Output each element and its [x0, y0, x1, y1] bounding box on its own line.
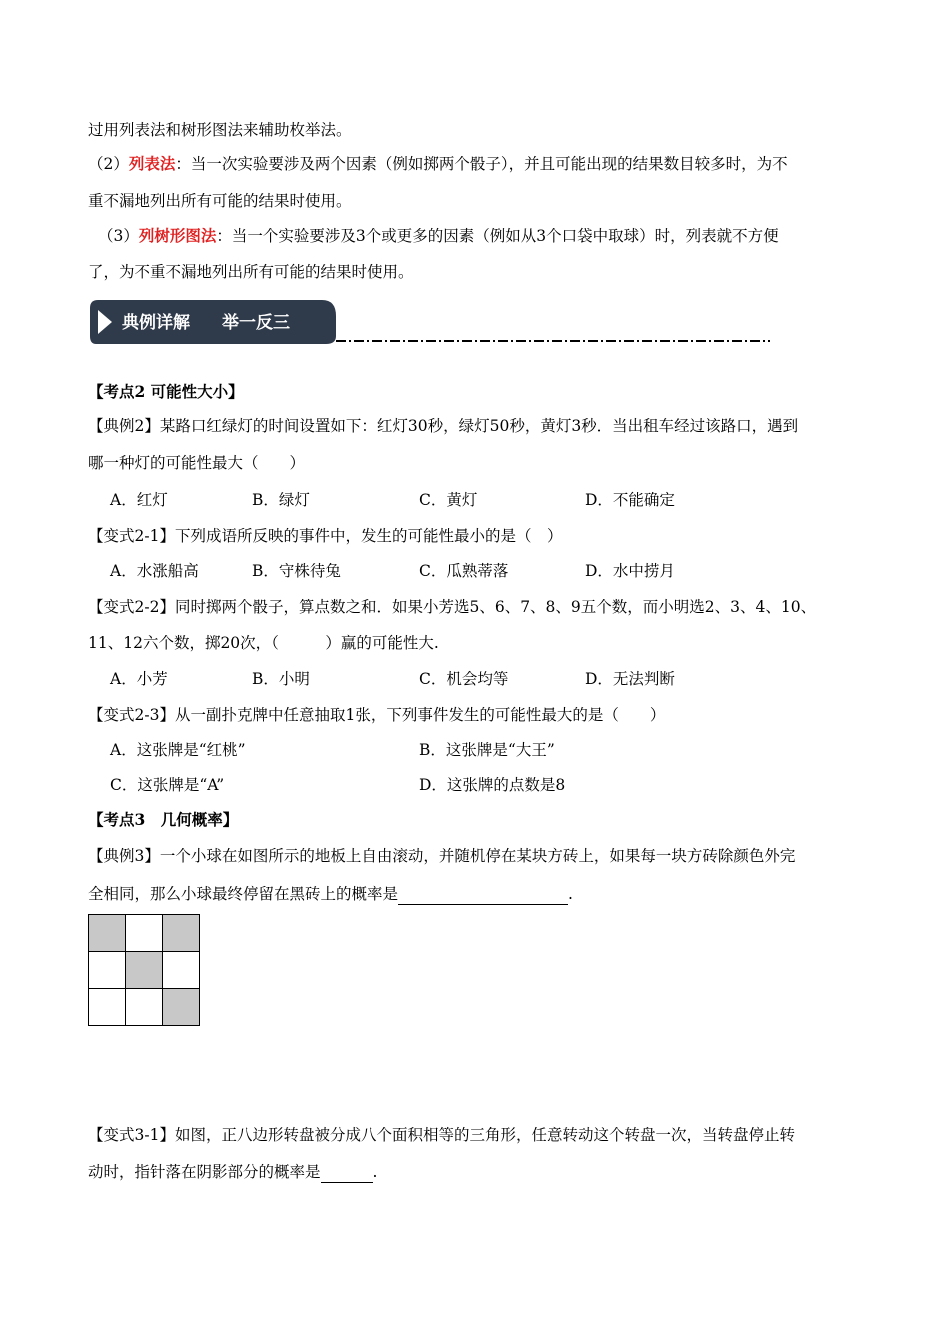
variant3-1-label: 【变式3-1】: [88, 1126, 175, 1144]
example3-label: 【典例3】: [88, 847, 160, 865]
item2-text: ：当一次实验要涉及两个因素（例如掷两个骰子），并且可能出现的结果数目较多时，为不: [175, 155, 788, 173]
variant2-3-option-a[interactable]: A．这张牌是“红桃”: [110, 741, 246, 759]
variant2-3: [88, 705, 665, 725]
intro-item-3: [98, 226, 779, 246]
variant2-3-option-c[interactable]: C．这张牌是“A”: [110, 776, 225, 794]
example2-line2: 哪一种灯的可能性最大（ ）: [88, 454, 306, 472]
item3-term: 列树形图法: [138, 226, 217, 245]
intro-item-3-cont: 了，为不重不漏地列出所有可能的结果时使用。: [88, 263, 414, 281]
variant3-1-line2-text: 动时，指针落在阴影部分的概率是: [88, 1163, 321, 1181]
banner-title: 典例详解: [122, 313, 190, 333]
example3-line1: 一个小球在如图所示的地板上自由滚动，并随机停在某块方砖上，如果每一块方砖除颜色外完: [159, 847, 796, 865]
tile-row: [89, 989, 200, 1026]
intro-line-1: 过用列表法和树形图法来辅助枚举法。: [88, 121, 352, 139]
variant2-1-line1: 下列成语所反映的事件中，发生的可能性最小的是（ ）: [174, 527, 563, 545]
variant2-1-option-d[interactable]: D．水中捞月: [585, 562, 675, 580]
variant2-3-line1: 从一副扑克牌中任意抽取1张，下列事件发生的可能性最大的是（ ）: [174, 706, 666, 724]
variant2-1-option-c[interactable]: C．瓜熟蒂落: [419, 562, 509, 580]
variant2-1-option-b[interactable]: B．守株待兔: [252, 562, 341, 580]
dark-tile: [89, 915, 126, 952]
variant2-1: [88, 526, 562, 546]
white-tile: [89, 952, 126, 989]
example2: [88, 416, 798, 436]
item2-prefix: （2）: [88, 155, 129, 173]
tile-row: [89, 952, 200, 989]
variant2-2-option-a[interactable]: A．小芳: [110, 670, 168, 688]
variant3-1-line2-end: .: [372, 1163, 378, 1181]
example2-line1: 某路口红绿灯的时间设置如下：红灯30秒，绿灯50秒，黄灯3秒．当出租车经过该路口，遇到: [159, 417, 799, 435]
item3-text: ：当一个实验要涉及3个或更多的因素（例如从3个口袋中取球）时，列表就不方便: [216, 227, 779, 245]
variant2-2: [88, 597, 816, 617]
example2-option-d[interactable]: D．不能确定: [585, 491, 675, 509]
white-tile: [163, 952, 200, 989]
example2-option-c[interactable]: C．黄灯: [419, 491, 478, 509]
intro-item-2: [88, 154, 788, 174]
answer-blank[interactable]: [398, 884, 568, 905]
example2-option-b[interactable]: B．绿灯: [252, 491, 310, 509]
tile-row: [89, 915, 200, 952]
variant2-2-option-c[interactable]: C．机会均等: [419, 670, 509, 688]
variant2-1-option-a[interactable]: A．水涨船高: [110, 562, 199, 580]
section-banner: [90, 296, 770, 346]
example3: [88, 846, 795, 866]
item2-term: 列表法: [128, 154, 176, 173]
variant2-3-label: 【变式2-3】: [88, 706, 175, 724]
white-tile: [126, 915, 163, 952]
variant2-2-option-d[interactable]: D．无法判断: [585, 670, 675, 688]
white-tile: [89, 989, 126, 1026]
dark-tile: [163, 915, 200, 952]
dark-tile: [163, 989, 200, 1026]
section2-heading: 【考点2 可能性大小】: [88, 382, 244, 401]
variant2-2-line2: 11、12六个数，掷20次，（ ）赢的可能性大.: [88, 634, 439, 652]
section3-heading: 【考点3 几何概率】: [88, 810, 239, 829]
banner-subtitle: 举一反三: [222, 313, 290, 333]
intro-item-2-cont: 重不漏地列出所有可能的结果时使用。: [88, 192, 352, 210]
floor-tile-grid: [88, 914, 200, 1026]
variant3-1-line2: [88, 1162, 377, 1183]
banner-graphic: [90, 296, 770, 346]
variant3-1: [88, 1125, 795, 1145]
variant2-2-line1: 同时掷两个骰子，算点数之和．如果小芳选5、6、7、8、9五个数，而小明选2、3、4、10、: [174, 598, 817, 616]
example3-line2-end: .: [568, 885, 573, 903]
example3-line2-text: 全相同，那么小球最终停留在黑砖上的概率是: [88, 885, 399, 903]
example2-label: 【典例2】: [88, 417, 160, 435]
variant2-3-option-d[interactable]: D．这张牌的点数是8: [419, 776, 566, 794]
variant3-1-line1: 如图，正八边形转盘被分成八个面积相等的三角形，任意转动这个转盘一次，当转盘停止转: [174, 1126, 795, 1144]
example3-line2: [88, 884, 573, 905]
variant2-2-option-b[interactable]: B．小明: [252, 670, 310, 688]
variant2-3-option-b[interactable]: B．这张牌是“大王”: [419, 741, 555, 759]
item3-prefix: （3）: [98, 227, 139, 245]
white-tile: [126, 989, 163, 1026]
variant2-1-label: 【变式2-1】: [88, 527, 175, 545]
variant2-2-label: 【变式2-2】: [88, 598, 175, 616]
example2-option-a[interactable]: A．红灯: [110, 491, 168, 509]
answer-blank-2[interactable]: [321, 1162, 373, 1183]
dark-tile: [126, 952, 163, 989]
